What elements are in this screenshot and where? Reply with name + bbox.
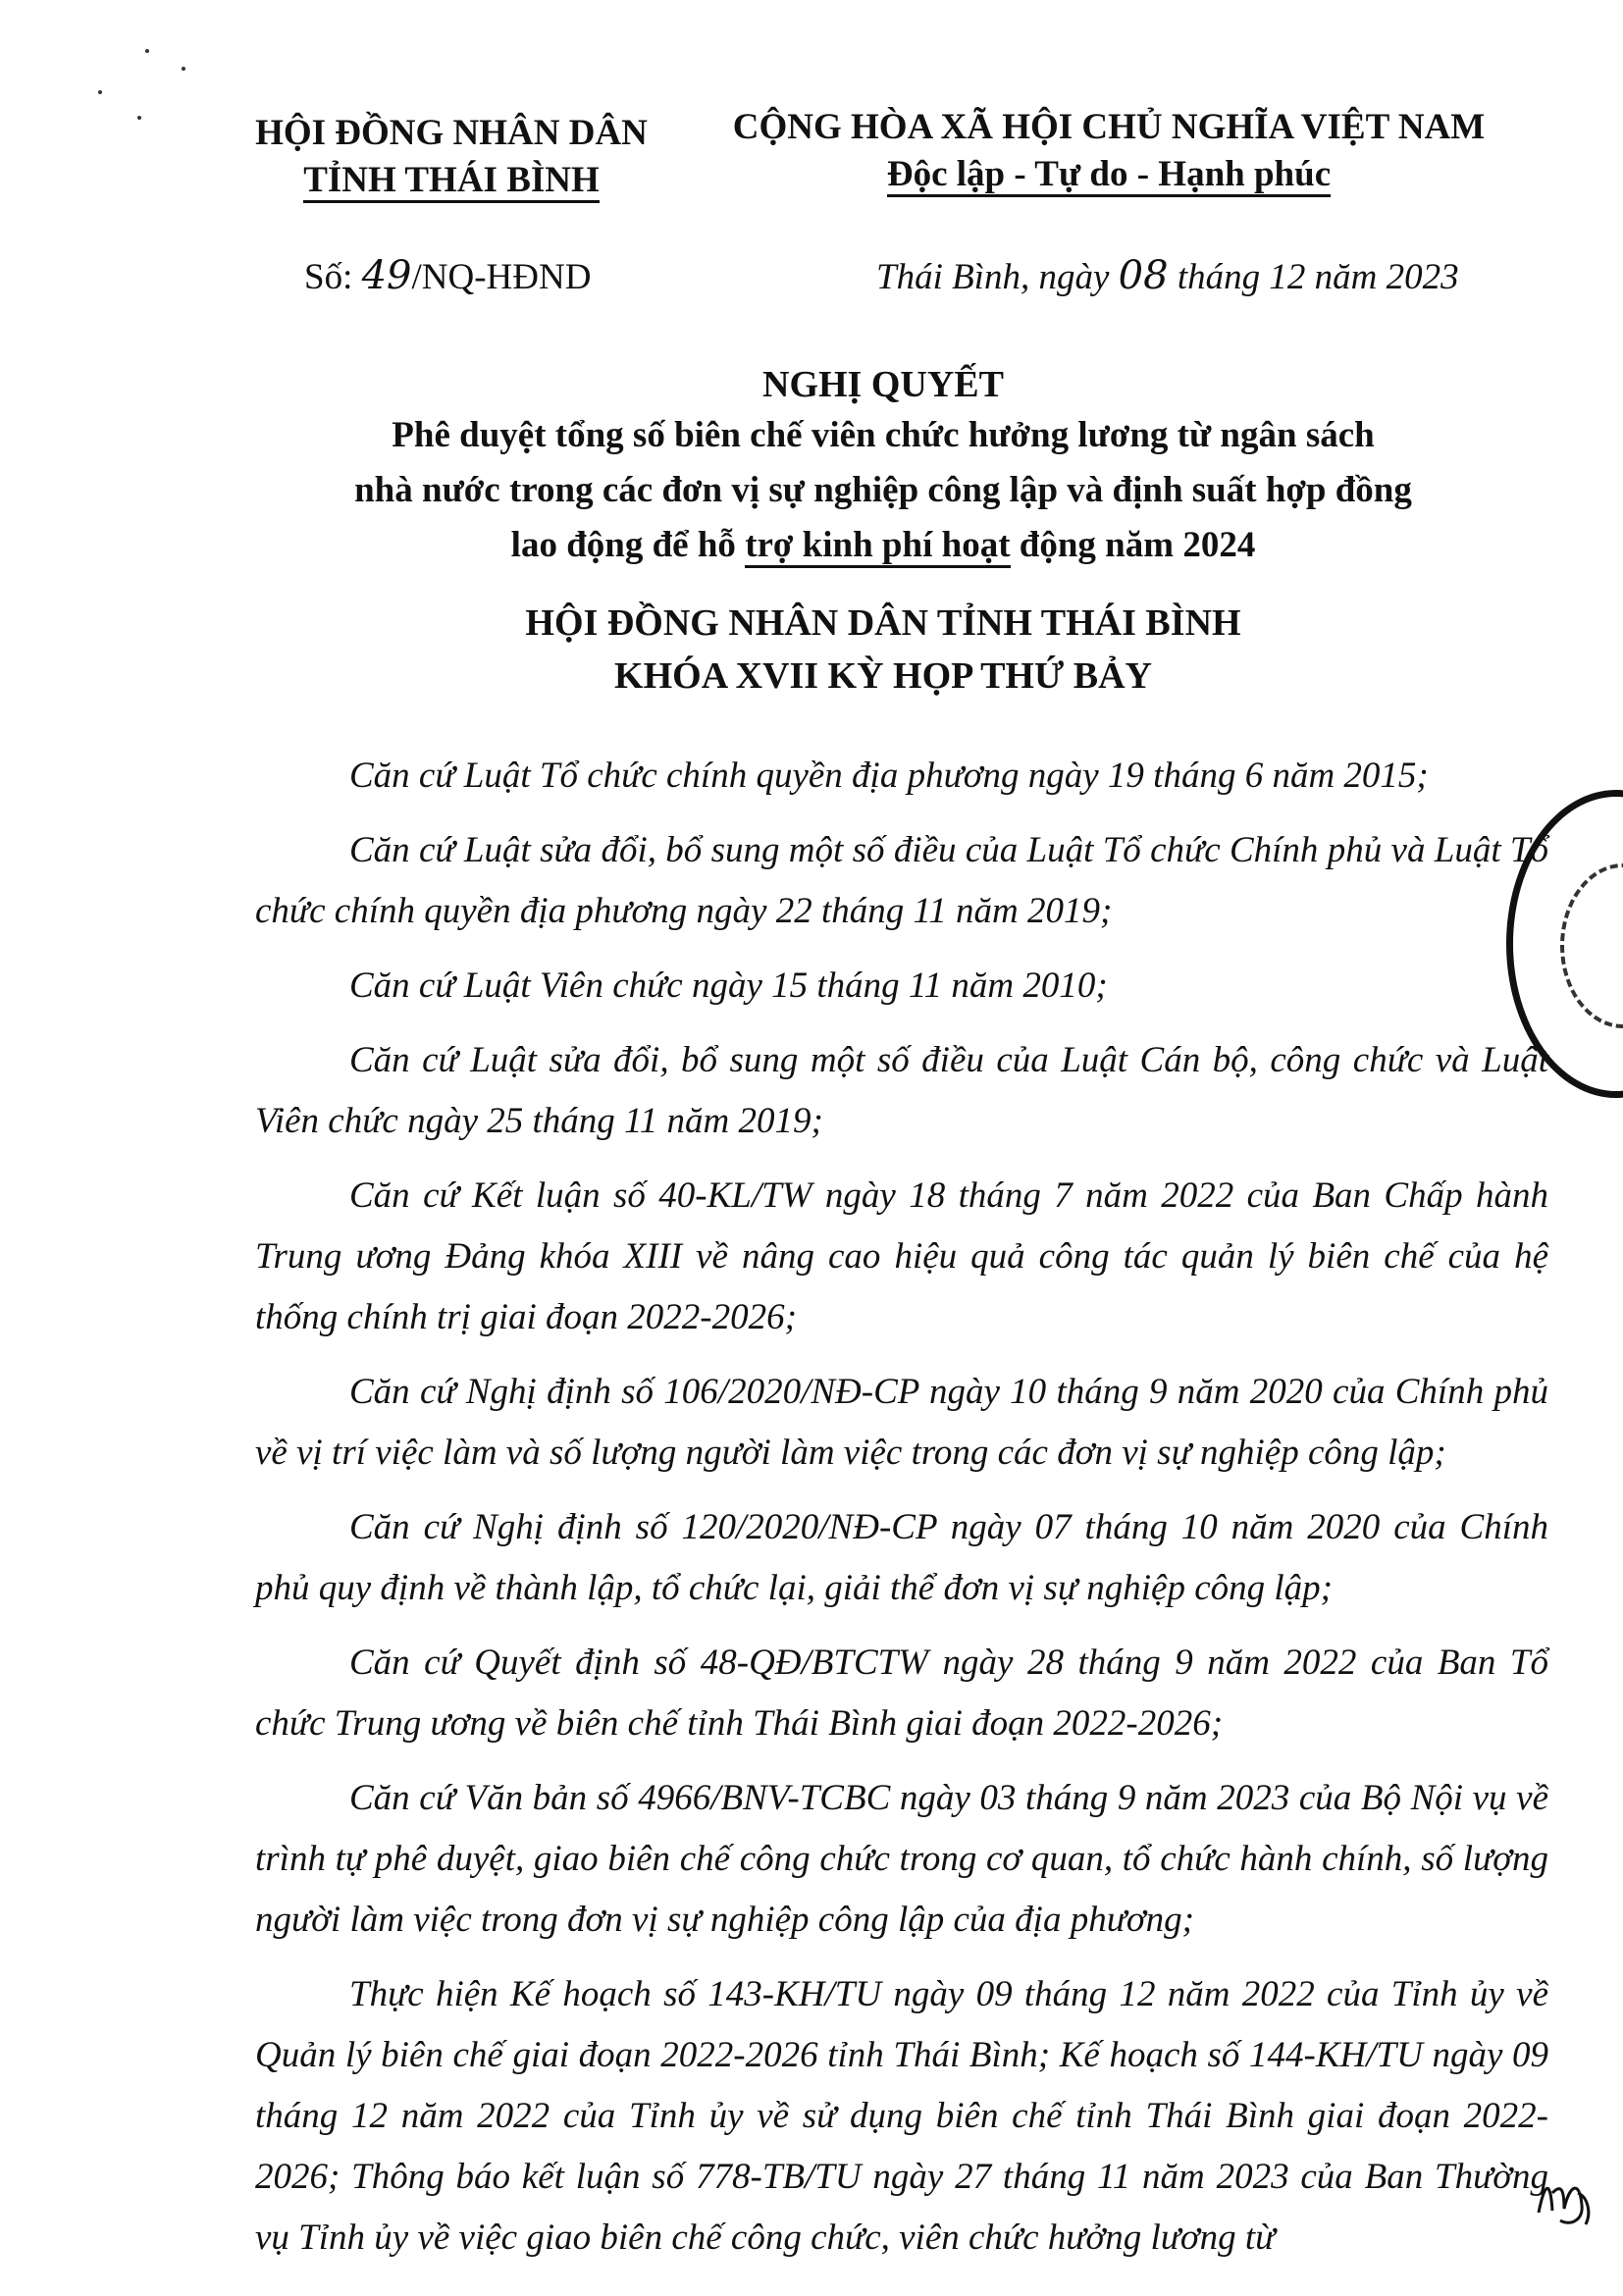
- title-line-3-underlined: trợ kinh phí hoạt: [745, 525, 1010, 568]
- council-heading: [226, 597, 1541, 703]
- national-motto: [707, 104, 1511, 198]
- scan-speck: [145, 49, 149, 53]
- number-prefix: Số:: [304, 257, 353, 297]
- title-line-1: Phê duyệt tổng số biên chế viên chức hưởng lương từ ngân sách: [392, 415, 1375, 455]
- council-line-2: KHÓA XVII KỲ HỌP THỨ BẢY: [614, 655, 1152, 697]
- scan-speck: [137, 116, 141, 120]
- legal-basis-item: Căn cứ Văn bản số 4966/BNV-TCBC ngày 03 tháng 9 năm 2023 của Bộ Nội vụ về trình tự phê duyệt, giao biên chế công chức trong cơ quan, tổ chức hành chính, số lượng người làm việc trong đơn vị sự nghiệp công lập của địa phương;: [255, 1778, 1548, 1940]
- date-suffix: tháng 12 năm 2023: [1177, 257, 1459, 297]
- title-line-3-post: động năm 2024: [1010, 525, 1256, 565]
- handwritten-number: 49: [361, 253, 412, 298]
- motto: Độc lập - Tự do - Hạnh phúc: [887, 155, 1331, 197]
- date-prefix: Thái Bình, ngày: [876, 257, 1110, 297]
- authority-line-2: TỈNH THÁI BÌNH: [303, 161, 600, 203]
- legal-basis: [255, 746, 1548, 2282]
- country-name: CỘNG HÒA XÃ HỘI CHỦ NGHĨA VIỆT NAM: [732, 107, 1486, 147]
- document-date: [876, 253, 1459, 298]
- issuing-authority: [236, 110, 667, 204]
- legal-basis-item: Căn cứ Luật Viên chức ngày 15 tháng 11 năm 2010;: [349, 965, 1108, 1006]
- title-line-3-pre: lao động để hỗ: [510, 525, 746, 565]
- handwritten-day: 08: [1118, 253, 1169, 298]
- scan-speck: [98, 90, 102, 94]
- document-number: [304, 253, 591, 298]
- handwritten-initials: [1531, 2164, 1599, 2232]
- legal-basis-item: Thực hiện Kế hoạch số 143-KH/TU ngày 09 tháng 12 năm 2022 của Tỉnh ủy về Quản lý biên chế giai đoạn 2022-2026 tỉnh Thái Bình; Kế hoạch số 144-KH/TU ngày 09 tháng 12 năm 2022 của Tỉnh ủy về sử dụng biên chế tỉnh Thái Bình giai đoạn 2022-2026; Thông báo kết luận số 778-TB/TU ngày 27 tháng 11 năm 2023 của Ban Thường vụ Tỉnh ủy về việc giao biên chế công chức, viên chức hưởng lương từ: [255, 1974, 1548, 2258]
- legal-basis-item: Căn cứ Quyết định số 48-QĐ/BTCTW ngày 28 tháng 9 năm 2022 của Ban Tổ chức Trung ương về biên chế tỉnh Thái Bình giai đoạn 2022-2026;: [255, 1643, 1548, 1744]
- number-suffix: /NQ-HĐND: [411, 257, 592, 297]
- scan-speck: [182, 67, 185, 71]
- legal-basis-item: Căn cứ Luật sửa đổi, bổ sung một số điều của Luật Tổ chức Chính phủ và Luật Tổ chức chính quyền địa phương ngày 22 tháng 11 năm 2019;: [255, 830, 1548, 931]
- title-heading: NGHỊ QUYẾT: [762, 364, 1004, 405]
- legal-basis-item: Căn cứ Nghị định số 120/2020/NĐ-CP ngày 07 tháng 10 năm 2020 của Chính phủ quy định về thành lập, tổ chức lại, giải thể đơn vị sự nghiệp công lập;: [255, 1507, 1548, 1608]
- legal-basis-item: Căn cứ Nghị định số 106/2020/NĐ-CP ngày 10 tháng 9 năm 2020 của Chính phủ về vị trí việc làm và số lượng người làm việc trong các đơn vị sự nghiệp công lập;: [255, 1372, 1548, 1473]
- resolution-title: [226, 361, 1541, 573]
- title-line-3: [226, 518, 1541, 573]
- title-line-2: nhà nước trong các đơn vị sự nghiệp công lập và định suất hợp đồng: [354, 470, 1412, 510]
- council-line-1: HỘI ĐỒNG NHÂN DÂN TỈNH THÁI BÌNH: [525, 602, 1241, 644]
- authority-line-1: HỘI ĐỒNG NHÂN DÂN: [255, 113, 648, 153]
- legal-basis-item: Căn cứ Luật Tổ chức chính quyền địa phương ngày 19 tháng 6 năm 2015;: [349, 756, 1429, 796]
- legal-basis-item: Căn cứ Luật sửa đổi, bổ sung một số điều của Luật Cán bộ, công chức và Luật Viên chức ngày 25 tháng 11 năm 2019;: [255, 1040, 1548, 1141]
- legal-basis-item: Căn cứ Kết luận số 40-KL/TW ngày 18 tháng 7 năm 2022 của Ban Chấp hành Trung ương Đảng khóa XIII về nâng cao hiệu quả công tác quản lý biên chế của hệ thống chính trị giai đoạn 2022-2026;: [255, 1175, 1548, 1337]
